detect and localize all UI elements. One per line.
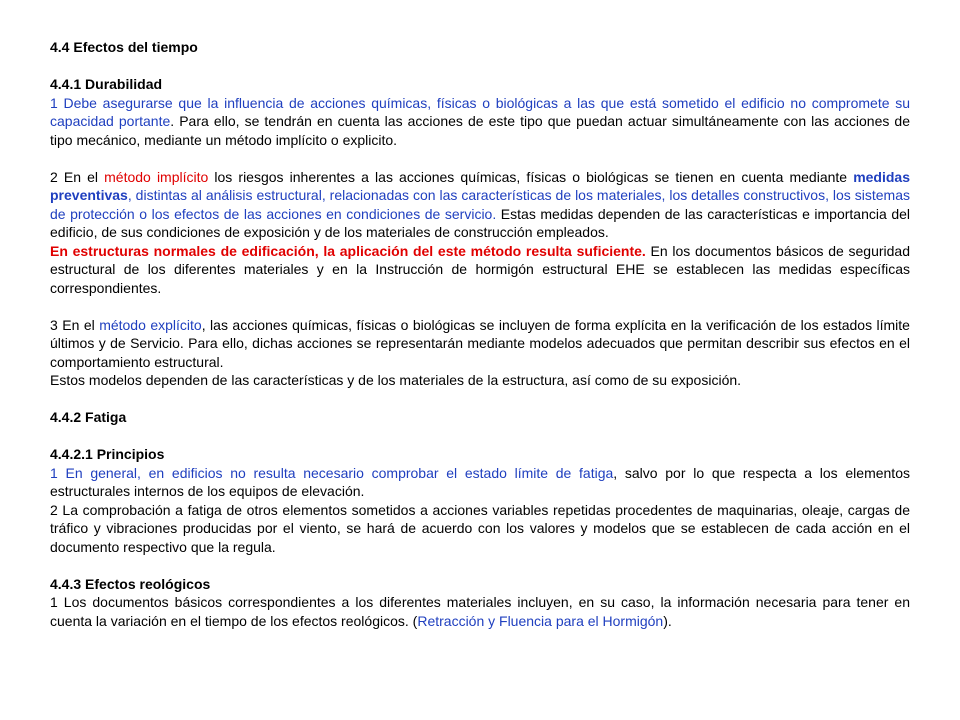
estructuras-normales-statement: En estructuras normales de edificación, la aplicación del este método resulta suficiente. bbox=[50, 242, 646, 259]
reologicos-title: 4.4.3 Efectos reológicos bbox=[50, 575, 211, 592]
durabilidad-p1-highlight: 1 Debe asegurarse que la influencia de acciones químicas, físicas o biológicas a las que está sometido el edificio no compromete su capacidad portante bbox=[50, 94, 910, 129]
reologicos-paragraph-1 bbox=[50, 593, 910, 630]
durabilidad-p2-highlight: , distintas al análisis estructural, relacionadas con las características de los materiales, los detalles constructivos, los sistemas de protección o los efectos de las acciones en condiciones de servicio. bbox=[50, 187, 910, 222]
durabilidad-p3-text: En los documentos básicos de seguridad estructural de los diferentes materiales y en la Instrucción de hormigón estructural EHE se establecen las medidas específicas correspondientes. bbox=[50, 242, 910, 296]
durabilidad-p2-text-a: 2 En el bbox=[50, 168, 105, 185]
medidas-preventivas-term: medidas preventivas bbox=[50, 168, 910, 203]
fatiga-title: 4.4.2 Fatiga bbox=[50, 409, 127, 425]
spacer bbox=[50, 57, 910, 76]
durabilidad-p2-text-b: los riesgos inherentes a las acciones químicas, físicas o biológicas se tienen en cuenta mediante bbox=[208, 168, 854, 185]
durabilidad-paragraph-2 bbox=[50, 168, 910, 242]
section-title: 4.4 Efectos del tiempo bbox=[50, 39, 198, 55]
reologicos-p1-end: ). bbox=[663, 612, 672, 629]
metodo-implicito-term: método implícito bbox=[104, 168, 209, 185]
durabilidad-paragraph-5: Estos modelos dependen de las características y de los materiales de la estructura, así como de su exposición. bbox=[50, 372, 742, 388]
durabilidad-paragraph-1 bbox=[50, 94, 910, 150]
spacer bbox=[50, 390, 910, 409]
spacer bbox=[50, 297, 910, 316]
metodo-explicito-term: método explícito bbox=[99, 316, 202, 333]
durabilidad-p2-text-c: Estas medidas dependen de las características e importancia del edificio, de sus condiciones de exposición y de los materiales de construcción empleados. bbox=[50, 205, 911, 240]
spacer bbox=[50, 149, 910, 168]
durabilidad-p1-text: . Para ello, se tendrán en cuenta las acciones de este tipo que puedan actuar simultáneamente con las acciones de tipo mecánico, mediante un método implícito o explicito. bbox=[50, 113, 911, 148]
spacer bbox=[50, 556, 910, 575]
fatiga-paragraph-2: 2 La comprobación a fatiga de otros elementos sometidos a acciones variables repetidas procedentes de maquinarias, oleaje, cargas de tráfico y vibraciones producidas por el viento, se hará de acuerdo con los valores y modelos que se establecen de cada acción en el documento respectivo que la regula. bbox=[50, 501, 910, 555]
spacer bbox=[50, 427, 910, 446]
fatiga-p1-text: , salvo por lo que respecta a los elementos estructurales internos de los equipos de elevación. bbox=[50, 464, 910, 499]
durabilidad-paragraph-3 bbox=[50, 242, 910, 298]
fatiga-p1-highlight: 1 En general, en edificios no resulta necesario comprobar el estado límite de fatiga bbox=[50, 464, 614, 481]
retraccion-fluencia-term: Retracción y Fluencia para el Hormigón bbox=[417, 612, 664, 629]
principios-title: 4.4.2.1 Principios bbox=[50, 446, 165, 462]
durabilidad-title: 4.4.1 Durabilidad bbox=[50, 76, 163, 92]
fatiga-paragraph-1 bbox=[50, 464, 910, 501]
document-page bbox=[50, 38, 910, 630]
reologicos-p1-text: 1 Los documentos básicos correspondientes a los diferentes materiales incluyen, en su caso, la información necesaria para tener en cuenta la variación en el tiempo de los efectos reológicos. ( bbox=[50, 594, 910, 629]
durabilidad-paragraph-4 bbox=[50, 316, 910, 372]
durabilidad-p4-text-b: , las acciones químicas, físicas o biológicas se incluyen de forma explícita en la verificación de los estados límite últimos y de Servicio. Para ello, dichas acciones se representarán mediante modelos adecuados que permitan describir sus efectos en el comportamiento estructural. bbox=[50, 316, 910, 370]
durabilidad-p4-text-a: 3 En el bbox=[50, 316, 100, 333]
